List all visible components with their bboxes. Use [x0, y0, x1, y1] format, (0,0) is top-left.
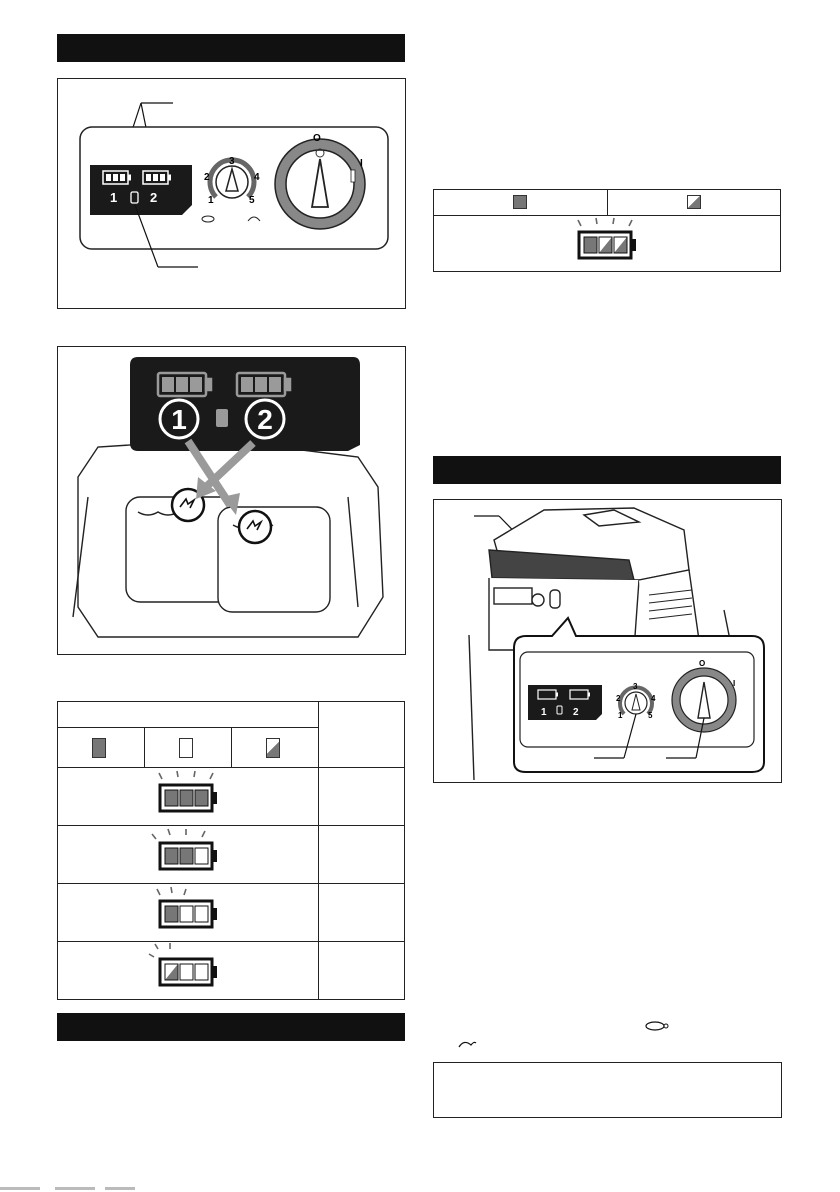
battery-level-1-icon — [148, 885, 228, 935]
svg-label-page-figure4-dial_numbers-0: 1 — [618, 711, 623, 720]
svg-label-page-figure4-switch_marks-0: O — [699, 659, 706, 668]
svg-label-page-figure1-dial_numbers-3: 4 — [254, 172, 260, 183]
overload-battery-cell — [434, 216, 781, 272]
section-heading-text-3 — [433, 462, 441, 478]
svg-label-page-figure1-port_labels-1: 2 — [150, 190, 158, 205]
section-heading-text-1 — [57, 40, 65, 56]
svg-label-page-figure1-dial_numbers-1: 2 — [204, 172, 210, 183]
section-heading-text-2 — [57, 1019, 65, 1035]
svg-label-page-figure1-port_labels-0: 1 — [110, 190, 118, 205]
svg-label-page-figure4-dial_numbers-2: 3 — [633, 682, 638, 691]
remaining-level-3 — [318, 884, 404, 942]
machine-panel-illustration — [434, 500, 781, 782]
table-header-indicator — [58, 702, 319, 728]
battery-level-3-icon — [148, 769, 228, 819]
battery-level-blink-icon — [148, 943, 228, 993]
legend-off — [144, 728, 231, 768]
svg-label-page-figure2-port_numbers-1: 2 — [257, 404, 273, 435]
legend-lit — [58, 728, 145, 768]
note-box — [433, 1062, 782, 1118]
overload-indicator-table — [433, 189, 781, 272]
svg-label-page-figure4-dial_numbers-1: 2 — [616, 694, 621, 703]
overload-battery-icon — [567, 216, 647, 266]
control-panel-illustration — [58, 79, 405, 308]
indicator-row-blinking — [58, 942, 319, 1000]
svg-label-page-figure4-port_labels-1: 2 — [573, 707, 579, 718]
rabbit-icon-inline — [456, 1035, 478, 1051]
legend-lit-2 — [434, 190, 608, 216]
svg-label-page-figure1-dial_numbers-4: 5 — [249, 195, 255, 206]
svg-label-page-figure1-switch_marks-0: O — [313, 133, 321, 144]
figure-battery-ports — [57, 346, 406, 655]
legend-blinking — [231, 728, 318, 768]
section-heading-bar-2 — [57, 1013, 405, 1041]
svg-label-page-figure1-dial_numbers-2: 3 — [229, 156, 235, 167]
svg-label-page-figure2-port_numbers-0: 1 — [171, 404, 187, 435]
table-header-remaining — [318, 702, 404, 768]
turtle-icon-inline — [640, 1018, 670, 1032]
remaining-level-1 — [318, 768, 404, 826]
battery-ports-illustration — [58, 347, 405, 654]
svg-label-page-figure1-dial_numbers-0: 1 — [208, 195, 214, 206]
port-marker-icon-2 — [239, 511, 271, 543]
svg-label-page-figure4-dial_numbers-4: 5 — [648, 711, 653, 720]
figure-machine-panel — [433, 499, 782, 783]
legend-blinking-2 — [607, 190, 781, 216]
svg-label-page-figure1-switch_marks-1: I — [360, 158, 363, 169]
svg-label-page-figure4-dial_numbers-3: 4 — [651, 694, 656, 703]
remaining-capacity-table — [57, 701, 405, 1000]
svg-label-page-figure4-port_labels-0: 1 — [541, 707, 547, 718]
indicator-row-1-lit — [58, 884, 319, 942]
battery-check-icon-large — [216, 409, 228, 427]
remaining-level-4 — [318, 942, 404, 1000]
section-heading-bar-1 — [57, 34, 405, 62]
svg-label-page-figure4-switch_marks-1: I — [733, 679, 736, 688]
indicator-row-2-lit — [58, 826, 319, 884]
section-heading-bar-3 — [433, 456, 781, 484]
remaining-level-2 — [318, 826, 404, 884]
bottom-strip — [0, 1186, 840, 1192]
battery-level-2-icon — [148, 827, 228, 877]
indicator-row-3-lit — [58, 768, 319, 826]
figure-control-panel — [57, 78, 406, 309]
